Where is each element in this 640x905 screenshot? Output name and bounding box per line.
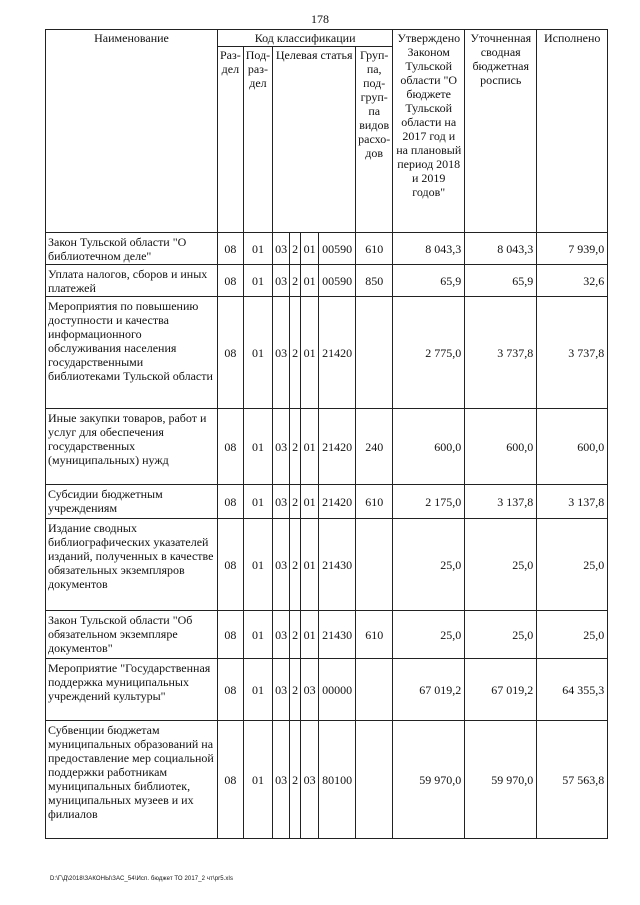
row-group: 610 <box>356 485 393 519</box>
row-executed: 600,0 <box>537 409 608 485</box>
row-razdel: 08 <box>218 485 244 519</box>
row-podrazdel: 01 <box>243 721 272 839</box>
header-podrazdel: Под-раз-дел <box>243 47 272 233</box>
header-code-group: Код классификации <box>218 30 393 47</box>
row-executed: 7 939,0 <box>537 233 608 265</box>
row-target-1: 03 <box>273 519 290 611</box>
row-group <box>356 519 393 611</box>
row-podrazdel: 01 <box>243 659 272 721</box>
row-target-4: 21420 <box>319 409 356 485</box>
row-target-2: 2 <box>290 721 301 839</box>
row-approved: 59 970,0 <box>393 721 465 839</box>
row-approved: 67 019,2 <box>393 659 465 721</box>
row-target-4: 21420 <box>319 485 356 519</box>
table-row <box>46 409 608 485</box>
row-podrazdel: 01 <box>243 519 272 611</box>
row-executed: 25,0 <box>537 611 608 659</box>
row-target-2: 2 <box>290 659 301 721</box>
row-razdel: 08 <box>218 519 244 611</box>
header-refined: Уточненная сводная бюджетная роспись <box>465 30 537 233</box>
row-target-4: 00590 <box>319 265 356 297</box>
row-target-3: 01 <box>301 233 319 265</box>
row-target-4: 21420 <box>319 297 356 409</box>
budget-table <box>45 29 608 839</box>
header-row-1 <box>46 30 608 47</box>
row-razdel: 08 <box>218 659 244 721</box>
file-path-footer: D:\Г\Д\2018\ЗАКОНЫ\ЗАС_54\Исп. бюджет ТО 2017_2 чт\pr5.xls <box>50 876 234 882</box>
row-executed: 64 355,3 <box>537 659 608 721</box>
row-target-1: 03 <box>273 265 290 297</box>
row-executed: 57 563,8 <box>537 721 608 839</box>
row-target-4: 21430 <box>319 519 356 611</box>
row-target-2: 2 <box>290 265 301 297</box>
row-razdel: 08 <box>218 721 244 839</box>
row-target-1: 03 <box>273 485 290 519</box>
row-approved: 2 775,0 <box>393 297 465 409</box>
row-target-4: 80100 <box>319 721 356 839</box>
table-row <box>46 721 608 839</box>
row-target-3: 03 <box>301 721 319 839</box>
row-target-2: 2 <box>290 519 301 611</box>
row-name: Субвенции бюджетам муниципальных образований на предоставление мер социальной поддержки работникам муниципальных библиотек, муниципальных музеев и их филиалов <box>46 721 218 839</box>
row-group: 610 <box>356 233 393 265</box>
row-approved: 25,0 <box>393 519 465 611</box>
row-refined: 25,0 <box>465 611 537 659</box>
row-target-4: 00000 <box>319 659 356 721</box>
row-refined: 25,0 <box>465 519 537 611</box>
row-target-3: 01 <box>301 611 319 659</box>
row-target-3: 01 <box>301 409 319 485</box>
row-razdel: 08 <box>218 265 244 297</box>
row-approved: 2 175,0 <box>393 485 465 519</box>
row-podrazdel: 01 <box>243 233 272 265</box>
row-group: 240 <box>356 409 393 485</box>
page-number: 178 <box>311 12 329 26</box>
header-name: Наименование <box>46 30 218 233</box>
row-approved: 600,0 <box>393 409 465 485</box>
header-approved: Утверждено Законом Тульской области "О бюджете Тульской области на 2017 год и на плановый период 2018 и 2019 годов" <box>393 30 465 233</box>
row-target-3: 01 <box>301 519 319 611</box>
row-refined: 600,0 <box>465 409 537 485</box>
row-approved: 8 043,3 <box>393 233 465 265</box>
row-group: 850 <box>356 265 393 297</box>
row-group <box>356 721 393 839</box>
row-target-2: 2 <box>290 409 301 485</box>
row-name: Уплата налогов, сборов и иных платежей <box>46 265 218 297</box>
row-target-3: 03 <box>301 659 319 721</box>
row-target-1: 03 <box>273 659 290 721</box>
row-podrazdel: 01 <box>243 409 272 485</box>
row-group <box>356 659 393 721</box>
row-razdel: 08 <box>218 233 244 265</box>
row-group <box>356 297 393 409</box>
row-target-1: 03 <box>273 297 290 409</box>
row-razdel: 08 <box>218 409 244 485</box>
row-podrazdel: 01 <box>243 485 272 519</box>
table-row <box>46 297 608 409</box>
row-target-2: 2 <box>290 297 301 409</box>
row-name: Закон Тульской области "Об обязательном экземпляре документов" <box>46 611 218 659</box>
row-target-2: 2 <box>290 485 301 519</box>
row-name: Иные закупки товаров, работ и услуг для обеспечения государственных (муниципальных) нужд <box>46 409 218 485</box>
row-target-4: 21430 <box>319 611 356 659</box>
row-refined: 67 019,2 <box>465 659 537 721</box>
row-podrazdel: 01 <box>243 297 272 409</box>
row-group: 610 <box>356 611 393 659</box>
row-executed: 25,0 <box>537 519 608 611</box>
row-target-2: 2 <box>290 233 301 265</box>
table-body <box>46 233 608 839</box>
row-target-4: 00590 <box>319 233 356 265</box>
row-name: Закон Тульской области "О библиотечном деле" <box>46 233 218 265</box>
table-row <box>46 611 608 659</box>
row-target-3: 01 <box>301 485 319 519</box>
row-name: Субсидии бюджетным учреждениям <box>46 485 218 519</box>
row-podrazdel: 01 <box>243 611 272 659</box>
row-executed: 3 137,8 <box>537 485 608 519</box>
row-razdel: 08 <box>218 297 244 409</box>
row-executed: 32,6 <box>537 265 608 297</box>
table-row <box>46 519 608 611</box>
row-refined: 65,9 <box>465 265 537 297</box>
row-executed: 3 737,8 <box>537 297 608 409</box>
row-target-2: 2 <box>290 611 301 659</box>
table-row <box>46 265 608 297</box>
row-refined: 3 737,8 <box>465 297 537 409</box>
row-target-1: 03 <box>273 233 290 265</box>
row-razdel: 08 <box>218 611 244 659</box>
row-name: Издание сводных библиографических указателей изданий, полученных в качестве обязательных экземпляров документов <box>46 519 218 611</box>
row-approved: 65,9 <box>393 265 465 297</box>
row-refined: 59 970,0 <box>465 721 537 839</box>
row-target-1: 03 <box>273 409 290 485</box>
row-refined: 8 043,3 <box>465 233 537 265</box>
header-razdel: Раз-дел <box>218 47 244 233</box>
table-row <box>46 233 608 265</box>
row-target-3: 01 <box>301 297 319 409</box>
row-target-3: 01 <box>301 265 319 297</box>
row-podrazdel: 01 <box>243 265 272 297</box>
row-target-1: 03 <box>273 611 290 659</box>
row-name: Мероприятия по повышению доступности и качества информационного обслуживания населения государственными библиотеками Тульской области <box>46 297 218 409</box>
table-row <box>46 485 608 519</box>
header-target: Целевая статья <box>273 47 356 233</box>
header-executed: Исполнено <box>537 30 608 233</box>
row-refined: 3 137,8 <box>465 485 537 519</box>
header-group: Груп-па, под-груп-па видов расхо-дов <box>356 47 393 233</box>
table-row <box>46 659 608 721</box>
row-target-1: 03 <box>273 721 290 839</box>
row-approved: 25,0 <box>393 611 465 659</box>
row-name: Мероприятие "Государственная поддержка муниципальных учреждений культуры" <box>46 659 218 721</box>
